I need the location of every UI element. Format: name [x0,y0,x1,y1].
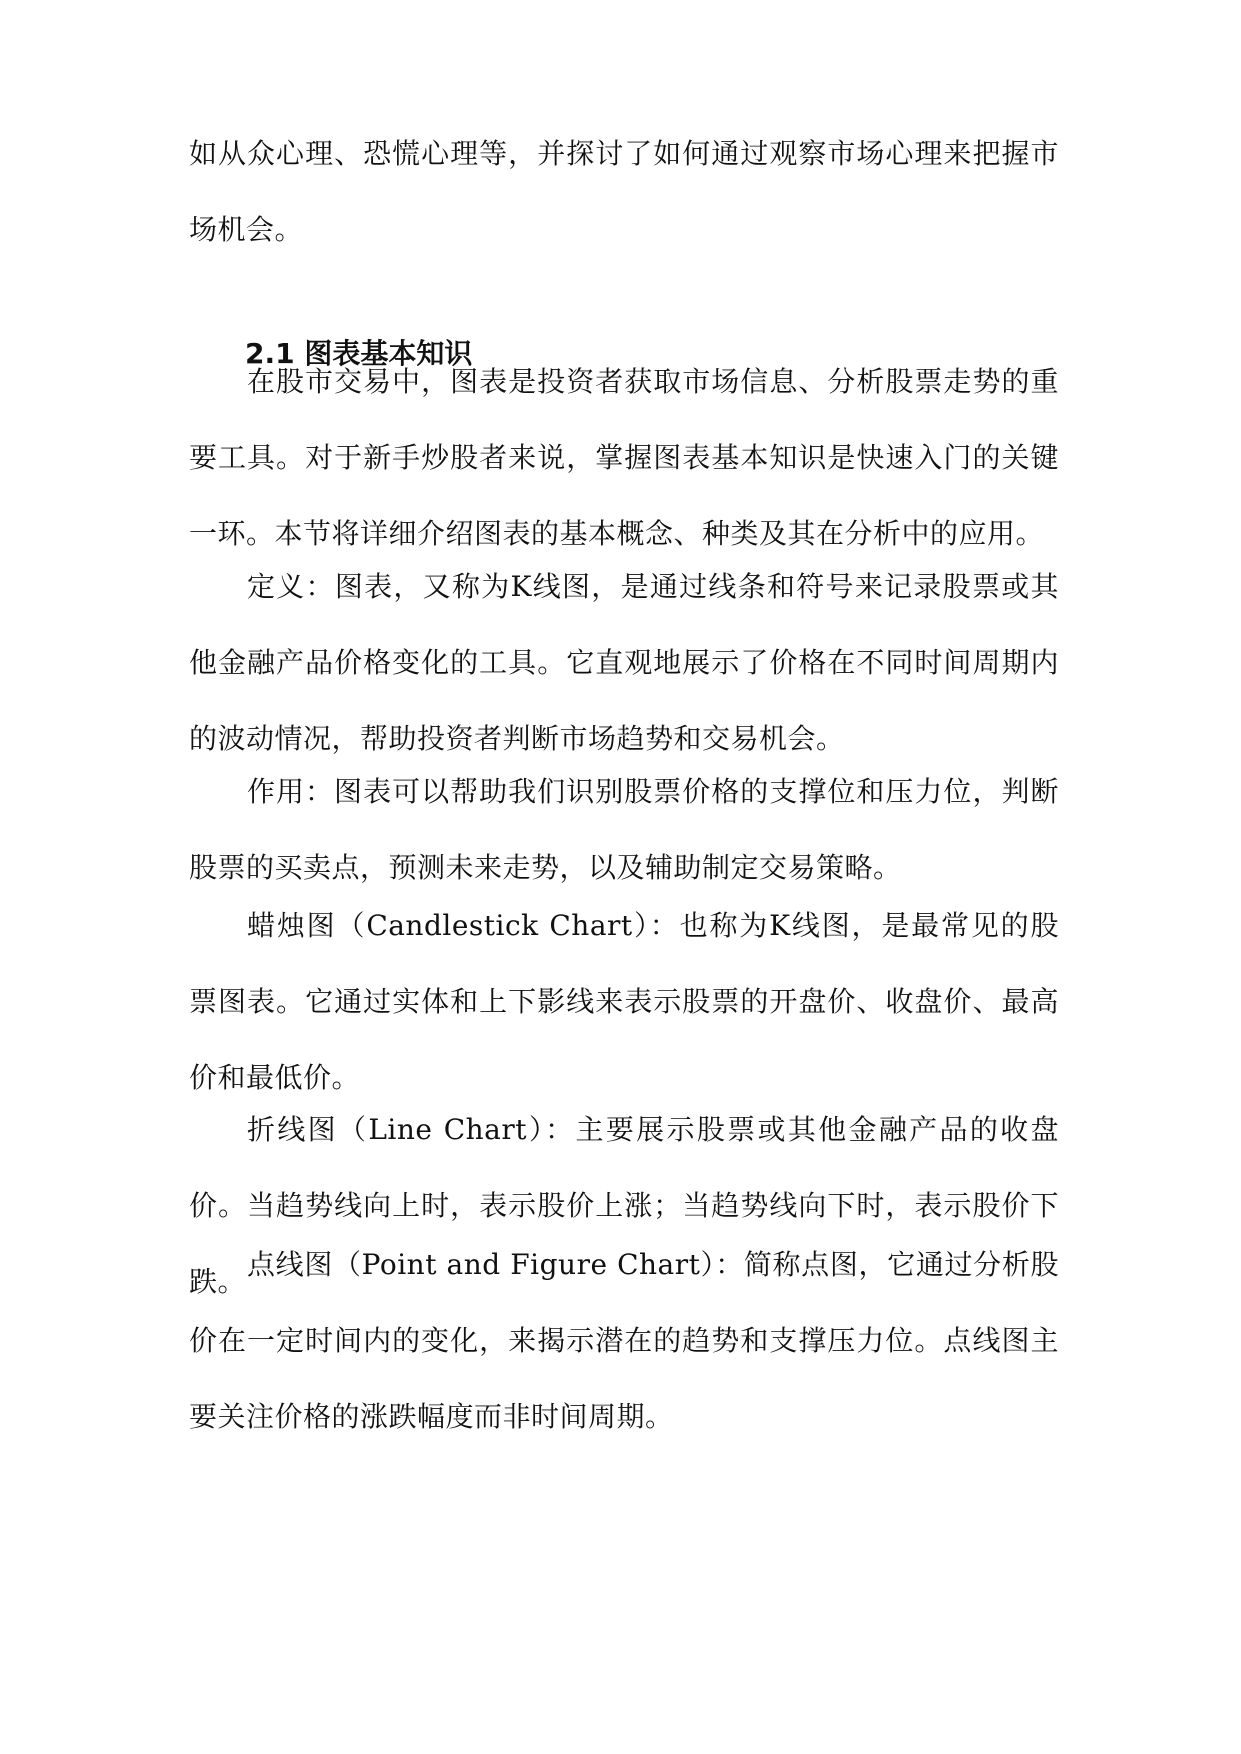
paragraph-point-figure-chart: 点线图（Point and Figure Chart）：简称点图，它通过分析股价在一定时间内的变化，来揭示潜在的趋势和支撑压力位。点线图主要关注价格的涨跌幅度而非时间周期。 [189,1248,1059,1433]
section-heading: 2.1 图表基本知识 [245,337,473,370]
paragraph-definition: 定义：图表，又称为K线图，是通过线条和符号来记录股票或其他金融产品价格变化的工具。它直观地展示了价格在不同时间周期内的波动情况，帮助投资者判断市场趋势和交易机会。 [189,570,1059,755]
paragraph-function: 作用：图表可以帮助我们识别股票价格的支撑位和压力位，判断股票的买卖点，预测未来走势，以及辅助制定交易策略。 [189,775,1059,884]
paragraph-candlestick-chart: 蜡烛图（Candlestick Chart）：也称为K线图，是最常见的股票图表。它通过实体和上下影线来表示股票的开盘价、收盘价、最高价和最低价。 [189,909,1059,1094]
paragraph-line-chart: 折线图（Line Chart）：主要展示股票或其他金融产品的收盘价。当趋势线向上时，表示股价上涨；当趋势线向下时，表示股价下跌。 [189,1113,1059,1298]
paragraph-chart-importance: 在股市交易中，图表是投资者获取市场信息、分析股票走势的重要工具。对于新手炒股者来说，掌握图表基本知识是快速入门的关键一环。本节将详细介绍图表的基本概念、种类及其在分析中的应用。 [189,365,1059,550]
paragraph-intro-continued: 如从众心理、恐慌心理等，并探讨了如何通过观察市场心理来把握市场机会。 [189,137,1059,246]
